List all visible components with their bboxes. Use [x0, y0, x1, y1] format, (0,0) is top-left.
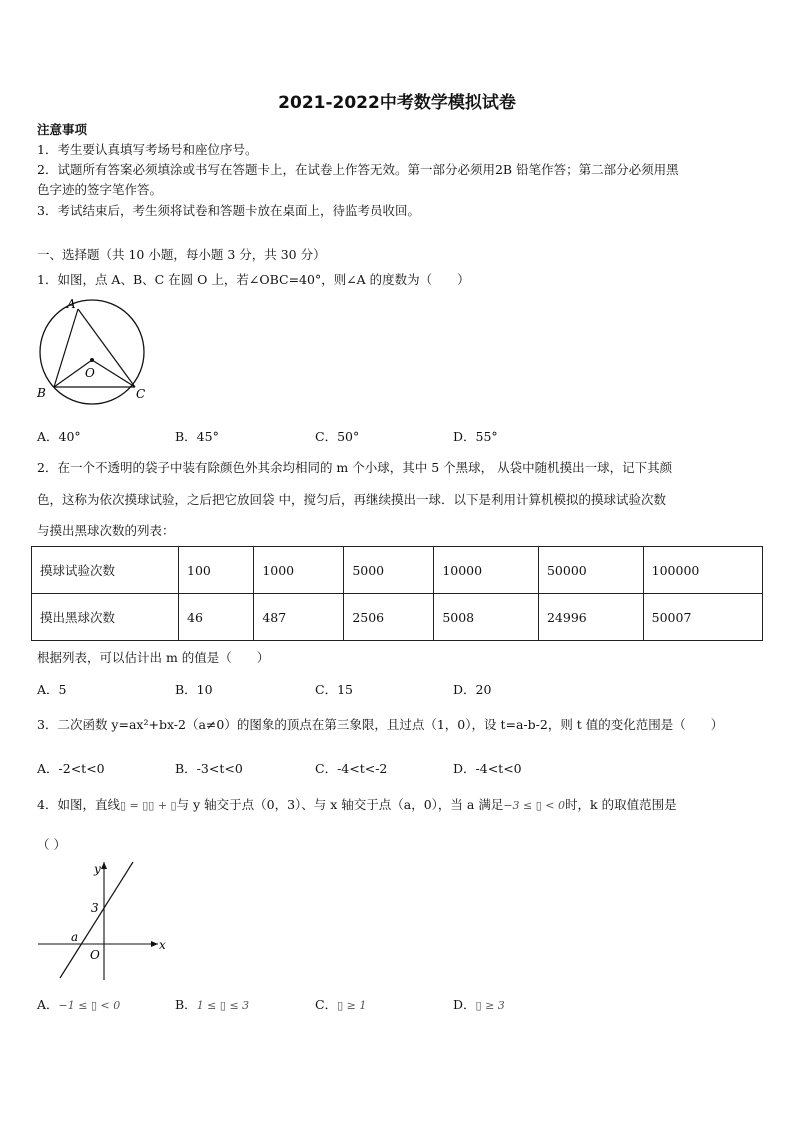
formula: ▯ ≥ 1 — [337, 999, 367, 1012]
formula: ▯ ≥ 3 — [475, 999, 505, 1012]
table-row — [32, 594, 763, 641]
table-cell: 50007 — [643, 594, 762, 641]
option-c: C．▯ ≥ 1 — [315, 997, 367, 1012]
frequency-table — [31, 546, 763, 641]
option-a: A．5 — [37, 682, 67, 697]
table-cell: 50000 — [538, 547, 643, 594]
label-a: A — [67, 297, 76, 311]
stem-text: 时，k 的取值范围是 — [565, 797, 677, 812]
option-c: C．-4<t<-2 — [315, 761, 388, 776]
table-cell: 24996 — [538, 594, 643, 641]
formula: 1 ≤ ▯ ≤ 3 — [196, 999, 250, 1012]
line-graph-figure — [34, 856, 174, 984]
question-2-stem: 与摸出黑球次数的列表： — [37, 523, 175, 538]
label-a: a — [71, 930, 79, 944]
notice-item: 1．考生要认真填写考场号和座位序号。 — [37, 142, 258, 157]
table-cell: 5008 — [434, 594, 539, 641]
table-cell: 5000 — [344, 547, 434, 594]
option-a: A．40° — [37, 429, 81, 444]
stem-text: 4．如图，直线 — [37, 797, 120, 812]
table-cell: 100000 — [643, 547, 762, 594]
table-row — [32, 547, 763, 594]
formula: ▯ = ▯▯ + ▯ — [119, 799, 177, 812]
notice-heading: 注意事项 — [37, 122, 88, 137]
option-c: C．15 — [315, 682, 353, 697]
table-cell: 摸出黑球次数 — [32, 594, 179, 641]
page-title: 2021-2022中考数学模拟试卷 — [278, 93, 516, 113]
question-2-stem: 色，这称为依次摸球试验，之后把它放回袋 中，搅匀后，再继续摸出一球．以下是利用计算机模拟的摸球试验次数 — [37, 492, 666, 507]
table-cell: 2506 — [344, 594, 434, 641]
notice-item: 色字迹的签字笔作答。 — [37, 182, 163, 197]
option-d: D．20 — [453, 682, 492, 697]
notice-item: 2．试题所有答案必须填涂或书写在答题卡上，在试卷上作答无效。第一部分必须用2B 铅笔作答；第二部分必须用黑 — [37, 162, 679, 177]
question-4-stem — [37, 796, 677, 815]
option-b: B．-3<t<0 — [175, 761, 243, 776]
table-cell: 10000 — [434, 547, 539, 594]
table-cell: 100 — [179, 547, 254, 594]
formula: −1 ≤ ▯ < 0 — [58, 999, 121, 1012]
circle-o — [40, 300, 144, 404]
question-2-stem: 2．在一个不透明的袋子中装有除颜色外其余均相同的 m 个小球，其中 5 个黑球， 从袋中随机摸出一球，记下其颜 — [37, 460, 673, 475]
option-d: D．▯ ≥ 3 — [453, 997, 505, 1012]
label-3: 3 — [91, 901, 99, 915]
label-y: y — [94, 862, 101, 876]
label-x: x — [159, 938, 166, 952]
option-a: A．-2<t<0 — [37, 761, 105, 776]
notice-item: 3．考试结束后，考生须将试卷和答题卡放在桌面上，待监考员收回。 — [37, 203, 420, 218]
answer-blank: （ ） — [37, 837, 66, 852]
question-2-prompt: 根据列表，可以估计出 m 的值是（ ） — [37, 650, 270, 665]
option-b: B．45° — [175, 429, 219, 444]
option-a: A．−1 ≤ ▯ < 0 — [37, 997, 121, 1012]
option-b: B．10 — [175, 682, 213, 697]
option-b: B．1 ≤ ▯ ≤ 3 — [175, 997, 250, 1012]
stem-text: 与 y 轴交于点（0，3）、与 x 轴交于点（a，0），当 a 满足 — [176, 797, 504, 812]
label-b: B — [37, 386, 46, 400]
table-cell: 摸球试验次数 — [32, 547, 179, 594]
label-c: C — [136, 387, 146, 401]
option-d: D．55° — [453, 429, 498, 444]
circle-figure — [34, 296, 154, 408]
section-heading: 一、选择题（共 10 小题，每小题 3 分，共 30 分） — [37, 247, 326, 262]
option-c: C．50° — [315, 429, 360, 444]
table-cell: 487 — [254, 594, 344, 641]
label-o: O — [90, 948, 100, 962]
label-o: O — [85, 366, 95, 380]
question-1-stem: 1．如图，点 A、B、C 在圆 O 上，若∠OBC=40°，则∠A 的度数为（ ） — [37, 272, 470, 287]
table-cell: 46 — [179, 594, 254, 641]
table-cell: 1000 — [254, 547, 344, 594]
question-3-stem: 3．二次函数 y=ax²+bx-2（a≠0）的图象的顶点在第三象限，且过点（1，0），设 t=a-b-2，则 t 值的变化范围是（ ） — [37, 717, 724, 732]
option-d: D．-4<t<0 — [453, 761, 522, 776]
formula: −3 ≤ ▯ < 0 — [503, 799, 566, 812]
